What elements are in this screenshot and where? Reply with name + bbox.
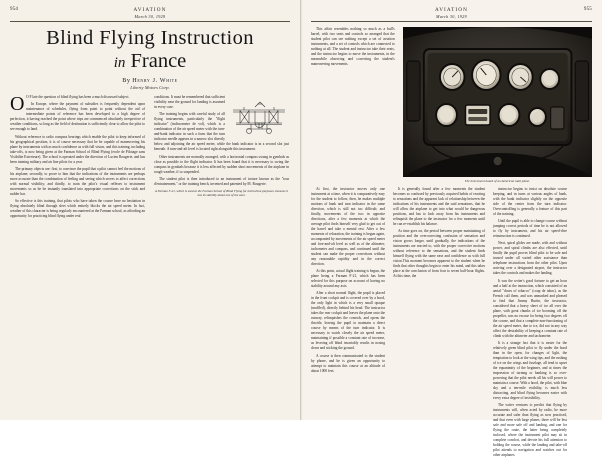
paragraph: Next, spiral glides are made, with and without power, and spiral climbs are also effected, until finally the pupil proves blind pilot to be safe and trusted under all varied other assistance than telephone instructions from the other pilot. Upon arriving over a designated airport, the instructor takes the controls and makes the landing. (493, 241, 567, 276)
paragraph: This affair resembles nothing so much as a bull's barrel, with two seats and controls so arranged that the student pilot can see nothing except a set of aviation instruments, and a set of controls which are connected to nothing at all. The student and instructor take their seats, and the instructor begins to move the instruments, in the meanwhile observing and correcting the student's maneuvering movements. (311, 27, 395, 66)
left-column-1 (10, 95, 145, 221)
paragraph (10, 93, 145, 116)
right-column-2 (393, 187, 485, 460)
photo-caption: The instrument board of an American mail plane. (464, 179, 530, 183)
left-page (0, 0, 301, 420)
instrument-board-photo-wrap (403, 27, 592, 177)
left-column-2 (154, 95, 289, 221)
paragraph: As time goes on, the period between proper maintaining of position and the overcorrecting confusion of sensation and vision grows longer, until gradually, the indications of the instruments are reacted to, with the proper corrective motions without reference to the sensations, and the student finds himself flying with the same ease and confidence as with full vision.This moment becomes apparent to the student when he finds that other thoughts begin to enter his mind, and this takes place at the conclusion of from four to seven half-hour flights. At this time, the (393, 229, 485, 279)
paragraph: The primary objects are: first, to convince the pupil that a pilot cannot feel the motions of his airplane; secondly, to prove to him that the indications of the instruments are perhaps more accurate than the combination of feeling and seeing which serves to affect corrections with normal visibility; and thirdly, to train the pilot's visual reflexes to instrument movements so as he be instantly translated into appropriate corrections on the stick and rudder bar. (10, 166, 145, 196)
paragraph: Until the pupil is able to change course without jumping correct periods of time he is not allowed to fly by instrument, and his air speed-dive reinstruction is continued. (493, 219, 567, 239)
article-title-line2 (10, 50, 290, 73)
right-column-lead (311, 27, 395, 69)
publication-name: AVIATION (133, 7, 167, 13)
paragraph-text: O F late the question of blind flying has been a much discussed subject. (25, 95, 130, 100)
paragraph: At this point, actual flight training is begun, the plane being a Farman F-21, which has been selected for this purpose on account of having no stability around any axis. (311, 269, 385, 289)
article-title-text: Blind Flying Instruction (46, 27, 254, 49)
paragraph: After a short normal flight, the pupil is placed in the front cockpit and is covered over by a hood, the only light in which is a very small opaque (muffled), directly behind his head. The instructor takes the rear cockpit and leaves the plane onto the runway, relinquishes the controls, and opens the throttle, leaving the pupil to maintain a direct course by means of the turn indicator. It is necessary to watch closely the air speed meter, maintaining if possible a constant rate of increase, as levering off blind invariably results in nosing down and sticking the ground. (311, 291, 385, 351)
paragraph: It is generally found after a few moments the student becomes so confused by previously acquired habits of reacting to sensations and the apparent lack of relationship between the indications of his instruments and the said sensations, that he will allow the airplane to get into what would be dangerous positions, and has to look away from his instruments and relinquish the plane to the instructor for a few moments until he can re-establish his balance. (393, 187, 485, 226)
paragraph: A course is then communicated to the student by phone, and he is given an opportunity to attempt to maintain this course at an altitude of about 1000 feet. (311, 353, 385, 373)
left-masthead (32, 7, 268, 19)
paragraph: conditions. It must be remembered that sufficient visibility near the ground for landing is assumed in every case. (154, 95, 225, 110)
article-title-line1 (10, 27, 290, 49)
byline-author: Henry J. White (132, 77, 178, 85)
drop-cap: O (10, 93, 25, 116)
paragraph: At first, the instructor moves only one instrument at a time, when it is comparatively easy for the student to follow; then, he makes multiple motions of bank and turn indicator in the same direction, which is still not too difficult; and finally, movements of the two in opposite directions, after a few moments at which the average pilot finds himself very glad to get out of the barrel and take a mental rest. After a few moments of relaxation, the training is begun again, accompanied by movements of the air speed meter and fore-and-aft level as well as of the altimeter, tachometer and compass, and continued until the student can make the proper corrections without any reasonable rapidity and in the correct direction. (311, 187, 385, 266)
paragraph: It was the writer's good fortune to get an hour and a half at the instruction, which consisted of an aerial "doses of tobacco" (coup de tabac), as the French call them, and was unmarked and pleased to find that Jimmy Burtin, the instructor, considered that a heavy sheet of ice all over the plane, with great chunks of ice booming off the propeller, was no excuse for being two degrees off the course, and that a complete non-functioning of the air speed meter, due to ice, did not in any way affect the desirability of keeping a constant rate of climb with the altimeter and tachometer. (493, 278, 567, 338)
right-columns (311, 187, 592, 460)
right-top-block (311, 27, 592, 187)
paragraph: instructor begins to insist on absolute course keeping, and in turns at various angles of bank, with the bank indicator slightly on the opposite side of the center from the turn indicator. Overcontrolling is generally a feature of this part of the training. (493, 187, 567, 216)
right-column-3 (493, 187, 567, 460)
paragraph: So effective is this training, that pilots who have taken the course have no hesitation in flying absolutely blind through sleet which entirely blocks the air speed meter. In fact, weather of this character is being regularly encountered at the Farman school, as affording an opportunity for practicing blind flying under real (10, 198, 145, 218)
right-column-1 (311, 187, 385, 460)
publication-date: March 30, 1929 (134, 13, 166, 19)
right-folio: 955 (583, 7, 592, 12)
left-columns (10, 95, 290, 221)
right-running-head (311, 7, 592, 19)
byline-affiliation: Liberty Motors Corp. (130, 85, 170, 91)
figure-caption: A Farman F-21, which is used at the Farman School of Blind Flying for instruction purposes, because it has its stability about one of the axes. (154, 188, 289, 198)
biplane-figure (229, 97, 289, 140)
left-head-rule (10, 21, 290, 22)
biplane-line-drawing (229, 97, 289, 140)
article-title-in: in (113, 55, 126, 72)
left-folio: 954 (10, 7, 19, 12)
publication-date: March 30, 1929 (436, 13, 467, 19)
publication-name: AVIATION (435, 7, 468, 13)
paragraph: It is a strange fact that it is easier for the relatively green blind pilot to fly under the hood than in the open, for changes of light, the temptation to look at the wing tips, and the rushing of ice on the wings and fuselage, all tend to upset the equanimity of the beginner, and at times the impression of turning or banking is so over-powering that the pilot needs all his will power to maintain a course. With a hood, the pilot, with blue sky and a ten-mile visibility, is much less distracting, and blind flying becomes easier with every extra degree of invisibility. (493, 340, 567, 400)
paragraph: Other instruments are normally arranged, with a horizontal compass swung in gymbals as close as possible to the flight indicator. It has been found that it is necessary to swing the compass in gymbals because it is less affected by sudden short movements of the airplane in rough weather, if so suspended. (154, 154, 289, 174)
byline-prefix: By (122, 77, 131, 85)
byline (10, 77, 290, 84)
instrument-board-photo (403, 27, 592, 177)
paragraph: The training begins with careful study of all flying instruments, particularly the "flight indicator" (inclinometre de vol), which is a combination of the air speed meter with the turn-and-bank indicator in such a form that the turn indicator needle appears in a narrow slot directly below and adjoining the air speed meter, while the bank indicator is in a second slot just beneath. A turn-and-aft level is located right alongside this instrument. (154, 112, 289, 152)
photo-block (403, 27, 592, 187)
paragraph: The writer ventures to predict that flying by instruments will, when acted by radio, be more accurate and safer than flying as now practiced, and that even with large planes, there will be less safe and more safe off and landing, and one for flying the route, the latter being completely inclosed, where the instrument pilot may sit in complete comfort, and devote his full attention to holding the course, while the landing and take-off pilot attends to navigation and watches out for other airplanes. (493, 402, 567, 457)
left-running-head (10, 7, 290, 19)
paragraph: Without reference to radio compass bearings which enable the pilot to keep informed of his geographical position, it is of course necessary that he be capable of maneuvering his plane by instruments with as much confidence as with full vision, and this training, including take-offs, is now being given at the Farman School of Blind Flying (ecole de Pilotage sans Visibilite Exterieure). The school is operated under the direction of Lucien Rougerie, and has been training military and air line pilots for a year. (10, 134, 145, 164)
paragraph: The student pilot is then introduced to an instrument of torture known as the "tour d'entrainement," or the training bench, invented and patented by M. Rougerie. (154, 176, 289, 186)
article-title-france: France (130, 50, 187, 73)
paragraph: In Europe, where the payment of subsidies is frequently dependent upon maintenance of schedules, flying from point to point without the aid of intermediate points of reference has been developed to a high degree of perfection, it having reached the point where trips are commenced absolutely irrespective of weather conditions, so long as the field of destination is sufficiently clear to allow the pilot to see enough to land. (10, 102, 145, 132)
right-masthead (333, 7, 570, 19)
right-head-rule (311, 21, 592, 22)
right-page (301, 0, 602, 457)
